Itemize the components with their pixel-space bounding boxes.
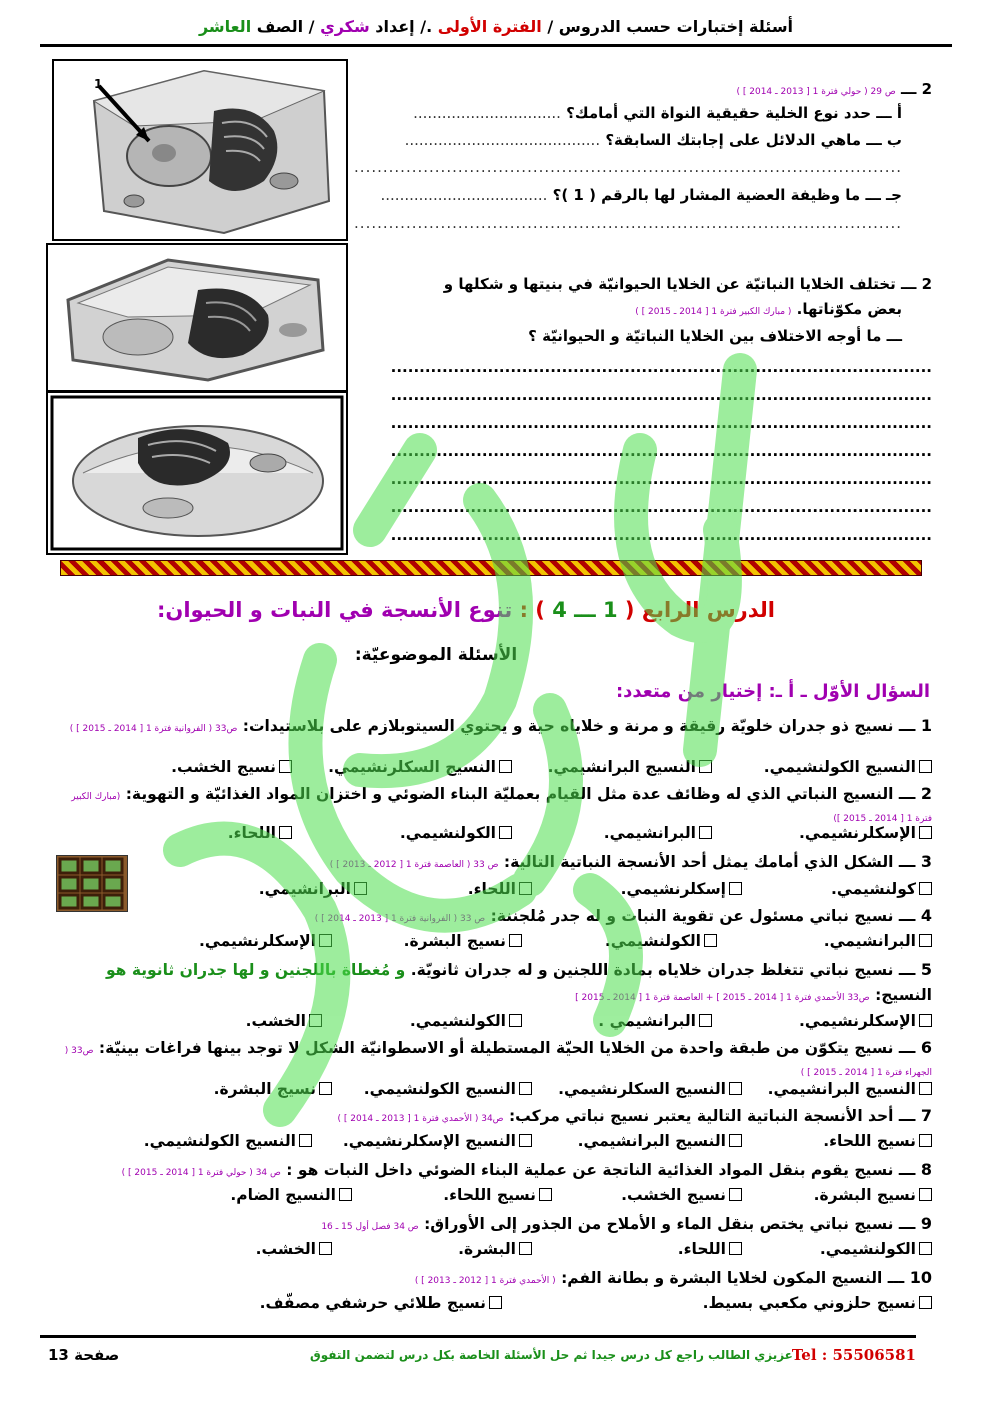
answer-line-b2 (354, 158, 902, 176)
lesson-separator: ) : (519, 598, 545, 622)
mcq-number: 8 ـــ (898, 1160, 932, 1179)
choice[interactable]: اللحاء. (468, 880, 532, 898)
answer-line: ............................................................................................... (390, 470, 932, 488)
header-part1: أسئلة إختبارات حسب الدروس / (547, 17, 794, 36)
mcq-4 (62, 906, 932, 929)
mcq-8 (62, 1160, 932, 1183)
question-2a-header (737, 80, 933, 98)
mcq-ref: ص33 ( الجهراء فترة 1 [ 2014 ـ 2015 ] ) (64, 1046, 932, 1078)
choice[interactable]: نسيج الخشب. (171, 758, 292, 776)
mcq-number: 6 ـــ (898, 1038, 932, 1057)
header-period: الفترة الأولى (437, 17, 542, 36)
page-footer (40, 1335, 916, 1374)
section-divider-band (60, 560, 922, 576)
mcq-10-choices (62, 1294, 932, 1316)
mcq-number: 1 ـــ (898, 716, 932, 735)
mcq-text: النسيج: (875, 986, 932, 1004)
choice[interactable]: الخشب. (256, 1240, 332, 1258)
mcq-9-choices (62, 1240, 932, 1262)
mcq-text: الشكل الذي أمامك يمثل أحد الأنسجة النباتية التالية: (503, 853, 894, 871)
answer-line: ......................................... (404, 131, 601, 149)
mcq-number: 10 ـــ (887, 1268, 932, 1287)
choice[interactable]: النسيج الضام. (230, 1186, 352, 1204)
question-2a-c-text: جـ ـــ ما وظيفة العضية المشار لها بالرقم ( 1 )؟ (552, 186, 902, 204)
choice[interactable]: النسيج الكولنشيمي. (364, 1080, 532, 1098)
answer-line: ............................................................................................... (390, 358, 932, 376)
mcq-text: النسيج النباتي الذي له وظائف عدة مثل القيام بعمليّة البناء الضوئي و اختزان المواد الغذائيّة و التهوية: (125, 785, 894, 803)
mcq-text-correction: و مُغطاة باللجنين و لها جدران ثانوية هو (105, 961, 406, 979)
animal-cell-image-2 (46, 391, 348, 555)
choice[interactable]: البرانشيمي . (598, 1012, 712, 1030)
choice[interactable]: الكولنشيمي. (410, 1012, 522, 1030)
header-part5: / الصف (256, 17, 315, 36)
mcq-9 (62, 1214, 932, 1237)
mcq-text: النسيج المكون لخلايا البشرة و بطانة الفم: (561, 1269, 883, 1287)
mcq-ref: ص 34 فصل أول 15 ـ 16 (321, 1222, 419, 1232)
mcq-number: 2 ـــ (898, 784, 932, 803)
choice[interactable]: النسيج الإسكلرنشيمي. (343, 1132, 532, 1150)
question-2b-text1: تختلف الخلايا النباتيّة عن الخلايا الحيوانيّة في بنيتها و شكلها و (443, 275, 896, 293)
page-number: صفحة 13 (48, 1346, 120, 1364)
choice[interactable]: الخشب. (246, 1012, 322, 1030)
footer-phone: Tel : 55506581 (791, 1346, 916, 1364)
choice[interactable]: النسيج السكلرنشيمي. (328, 758, 512, 776)
choice[interactable]: إسكلرنشيمي. (621, 880, 742, 898)
choice[interactable]: نسيج طلائي حرشفي مصفّف. (260, 1294, 502, 1312)
choice[interactable]: نسيج الخشب. (621, 1186, 742, 1204)
objective-questions-title: الأسئلة الموضوعيّة: (354, 645, 518, 665)
mcq-number: 7 ـــ (898, 1106, 932, 1125)
mcq-4-choices (62, 932, 932, 954)
mcq-number: 4 ـــ (898, 906, 932, 925)
question-2b-line2 (635, 300, 902, 318)
question-2b-line3: ـــ ما أوجه الاختلاف بين الخلايا النباتيّة و الحيوانيّة ؟ (528, 327, 902, 345)
choice[interactable]: البشرة. (458, 1240, 532, 1258)
header-part3: ./ إعداد (375, 17, 433, 36)
image-number-label: 1 (94, 77, 103, 91)
choice[interactable]: النسيج البرانشيمي. (768, 1080, 932, 1098)
question-1-heading: السؤال الأوّل ـ أ ـ: إختيار من متعدد: (615, 681, 930, 702)
answer-line: ............................................................................................... (390, 498, 932, 516)
mcq-3 (62, 852, 932, 875)
choice[interactable]: الإسكلرنشيمي. (199, 932, 332, 950)
mcq-number: 3 ـــ (898, 852, 932, 871)
mcq-ref: ص33 الأحمدي فترة 1 [ 2014 ـ 2015 ] + العاصمة فترة 1 [ 2014 ـ 2015 ] (575, 993, 870, 1003)
question-2a-part-a (413, 104, 902, 122)
choice[interactable]: نسيج البشرة. (404, 932, 522, 950)
answer-line: ............................................................................................... (354, 214, 902, 232)
mcq-2 (62, 784, 932, 829)
choice[interactable]: النسيج السكلرنشيمي. (558, 1080, 742, 1098)
mcq-number: 5 ـــ (898, 960, 932, 979)
answer-line: ............................................................................................... (390, 442, 932, 460)
answer-line: ............................................................................................... (390, 386, 932, 404)
choice[interactable]: كولنشيمي. (831, 880, 932, 898)
question-2a-part-c (381, 186, 903, 204)
choice[interactable]: نسيج البشرة. (814, 1186, 932, 1204)
mcq-1-choices (62, 758, 932, 780)
choice[interactable]: الكولنشيمي. (820, 1240, 932, 1258)
answer-line-c2 (354, 214, 902, 232)
answer-line: ............................................................................................... (390, 526, 932, 544)
mcq-5-choices (62, 1012, 932, 1034)
question-2a-part-b (405, 131, 902, 149)
choice[interactable]: نسيج حلزوني مكعبي بسيط. (703, 1294, 932, 1312)
page-header (40, 10, 952, 47)
question-2a-a-text: أ ـــ حدد نوع الخلية حقيقية النواة التي أمامك؟ (566, 104, 902, 122)
choice[interactable]: النسيج الكولنشيمي. (764, 758, 932, 776)
mcq-7-choices (62, 1132, 932, 1154)
choice[interactable]: النسيج البرانشيمي. (578, 1132, 742, 1150)
mcq-text: نسيج نباتي تتغلظ جدران خلاياه بمادة اللجنين و له جدران ثانويّة. (410, 961, 894, 979)
lesson-title (0, 598, 932, 622)
mcq-1 (62, 716, 932, 739)
mcq-ref: ص34 ( الأحمدي فترة 1 [ 2013 ـ 2014 ] ) (337, 1114, 504, 1124)
choice[interactable]: الإسكلرنشيمي. (799, 1012, 932, 1030)
mcq-10 (62, 1268, 932, 1291)
lesson-number: 1 ـــ 4 (552, 598, 618, 622)
mcq-text: نسيج ذو جدران خلويّة رقيقة و مرنة و خلاياه حية و يحتوي السيتوبلازم على بلاستيدات: (242, 717, 894, 735)
answer-line: ................................... (380, 186, 548, 204)
mcq-text: أحد الأنسجة النباتية التالية يعتبر نسيج نباتي مركب: (508, 1107, 894, 1125)
choice[interactable]: البرانشيمي. (259, 880, 367, 898)
header-author: شكري (320, 17, 370, 36)
lesson-prefix: الدرس الرابع ( (624, 598, 775, 622)
mcq-text: نسيج يتكوّن من طبقة واحدة من الخلايا الحيّة المستطيلة أو الاسطوانيّة الشكل لا توجد بينها فراغات بينيّة: (98, 1039, 894, 1057)
choice[interactable]: النسيج البرانشيمي. (548, 758, 712, 776)
choice[interactable]: الكولنشيمي. (400, 824, 512, 842)
mcq-ref: ص33 ( الفروانية فترة 1 [ 2014 ـ 2015 ] ) (69, 724, 238, 734)
question-2a-b-text: ب ـــ ماهي الدلائل على إجابتك السابقة؟ (605, 131, 902, 149)
question-2b-ref: ( مبارك الكبير فترة 1 [ 2014 ـ 2015 ] ) (635, 307, 792, 317)
mcq-text: نسيج نباتي يختص بنقل الماء و الأملاح من الجذور إلى الأوراق: (424, 1215, 894, 1233)
animal-cell-3d-illustration (48, 393, 346, 553)
mcq-ref: ص 33 ( العاصمة فترة 1 [ 2012 ـ 2013 ] ) (329, 860, 499, 870)
answer-line: ............................... (413, 104, 561, 122)
choice[interactable]: اللحاء. (678, 1240, 742, 1258)
mcq-7 (62, 1106, 932, 1129)
plant-cell-image (46, 243, 348, 392)
question-2a-ref: ص 29 ( حولي فترة 1 [ 2013 ـ 2014 ] ) (736, 87, 896, 97)
question-2b-text2: بعض مكوّناتها. (796, 300, 902, 318)
plant-cell-illustration (48, 245, 346, 390)
choice[interactable]: الإسكلرنشيمي. (799, 824, 932, 842)
choice[interactable]: الكولنشيمي. (605, 932, 717, 950)
answer-line: ............................................................................................... (390, 414, 932, 432)
mcq-ref: ( الأحمدي فترة 1 [ 2012 ـ 2013 ] ) (414, 1276, 556, 1286)
mcq-3-choices (62, 880, 932, 902)
lesson-topic: تنوع الأنسجة في النبات و الحيوان: (157, 598, 513, 622)
mcq-5-line2 (62, 986, 932, 1008)
choice[interactable]: نسيج اللحاء. (823, 1132, 932, 1150)
mcq-ref: ص 34 ( حولي فترة 1 [ 2014 ـ 2015 ] ) (121, 1168, 281, 1178)
choice[interactable]: نسيج البشرة. (214, 1080, 332, 1098)
header-grade: العاشر (198, 17, 252, 36)
mcq-ref: ص 33 ( الفروانية فترة 1 [ 2013 ـ 2014 ] ) (314, 914, 486, 924)
mcq-text: نسيج نباتي مسئول عن تقوية النبات و له جدر مُلجننة: (490, 907, 894, 925)
mcq-text: نسيج يقوم بنقل المواد الغذائية الناتجة عن عملية البناء الضوئي داخل النبات هو : (286, 1161, 894, 1179)
mcq-number: 9 ـــ (898, 1214, 932, 1233)
mcq-8-choices (62, 1186, 932, 1208)
choice[interactable]: البرانشيمي. (824, 932, 932, 950)
answer-line: ............................................................................................... (354, 158, 902, 176)
mcq-ref: (مبارك الكبير فترة 1 [ 2014 ـ 2015 ]) (71, 792, 932, 824)
choice[interactable]: نسيج اللحاء. (443, 1186, 552, 1204)
mcq-6 (62, 1038, 932, 1083)
footer-message: عزيزي الطالب راجع كل درس جيدا ثم حل الأسئلة الخاصة بكل درس لتضمن التفوق (310, 1348, 793, 1362)
question-2b-line1 (444, 275, 932, 293)
question-2a-number: 2 ـــ (900, 80, 932, 98)
mcq-6-choices (62, 1080, 932, 1102)
choice[interactable]: النسيج الكولنشيمي. (144, 1132, 312, 1150)
question-2b-number: 2 ـــ (900, 275, 932, 293)
mcq-5 (62, 960, 932, 980)
choice[interactable]: البرانشيمي. (604, 824, 712, 842)
mcq-2-choices (62, 824, 932, 846)
choice[interactable]: اللحاء. (228, 824, 292, 842)
